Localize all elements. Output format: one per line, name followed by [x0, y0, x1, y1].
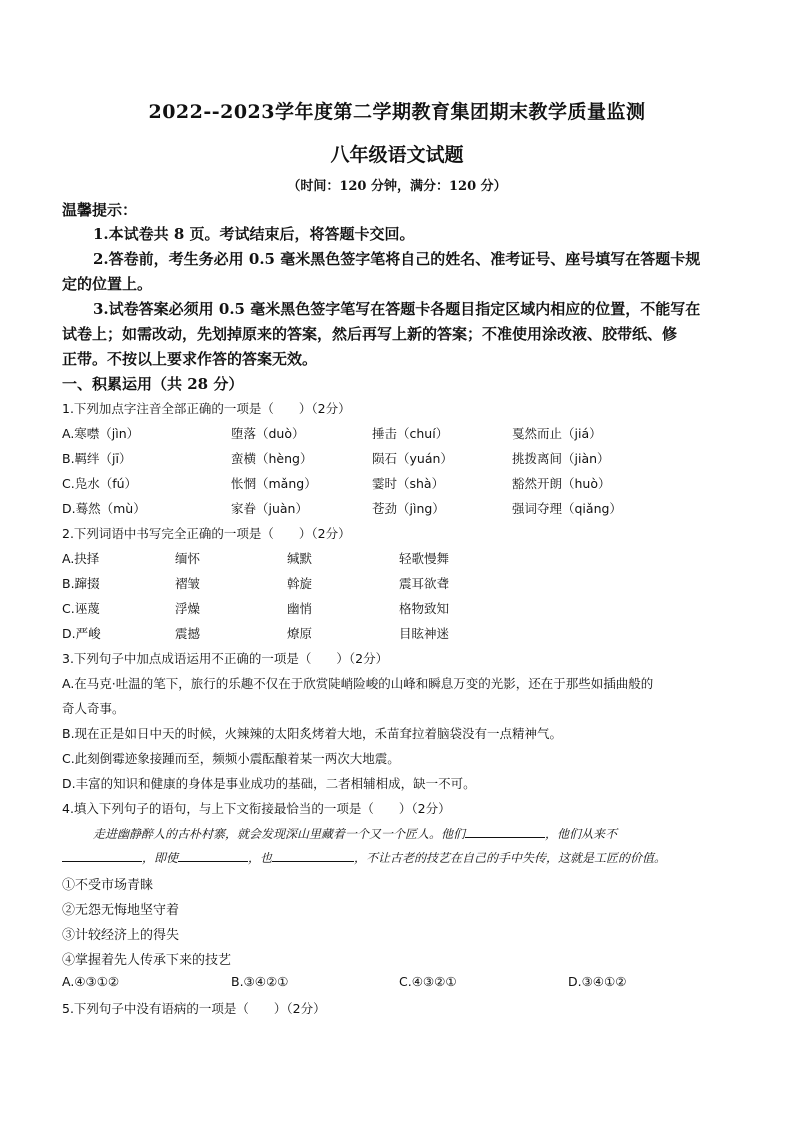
q4-option: D.③④①② — [568, 974, 627, 989]
q1-option-cell: 捶击（chuí） — [372, 426, 449, 441]
tip-line-2: 2.答卷前，考生务必用 0.5 毫米黑色签字笔将自己的姓名、准考证号、座号填写在答题卡规 — [93, 250, 701, 268]
fill-blank — [178, 849, 248, 862]
q4-item: ①不受市场青睐 — [62, 878, 154, 893]
passage-text: ，即使 — [142, 851, 179, 865]
passage-text: 走进幽静醉人的古朴村寨，就会发现深山里藏着一个又一个匠人。他们 — [93, 827, 466, 841]
q1-option-cell: 霎时（shà） — [372, 476, 445, 491]
q1-option-cell: C.凫水（fú） — [62, 476, 138, 491]
q2-option-cell: 震撼 — [175, 626, 201, 641]
q4-item: ②无怨无悔地坚守着 — [62, 903, 180, 918]
fill-blank — [465, 825, 545, 838]
q1-option-cell: 强词夺理（qiǎng） — [512, 501, 622, 516]
q2-stem: 2.下列词语中书写完全正确的一项是（ ）（2分） — [62, 526, 351, 541]
q1-option-cell: 豁然开朗（huò） — [512, 476, 611, 491]
q2-option-cell: C.诬蔑 — [62, 601, 100, 616]
q1-option-cell: 蛮横（hèng） — [231, 451, 313, 466]
q5-stem: 5.下列句子中没有语病的一项是（ ）（2分） — [62, 1001, 326, 1016]
q2-option-cell: 幽悄 — [287, 601, 313, 616]
q4-item: ③计较经济上的得失 — [62, 928, 180, 943]
q2-option-cell: 缅怀 — [175, 551, 201, 566]
passage-text: ，不让古老的技艺在自己的手中失传，这就是工匠的价值。 — [354, 851, 667, 865]
q3-stem: 3.下列句子中加点成语运用不正确的一项是（ ）（2分） — [62, 651, 389, 666]
exam-title: 2022--2023学年度第二学期教育集团期末教学质量监测 — [148, 101, 646, 123]
fill-blank — [62, 849, 142, 862]
tip-line-6: 正带。不按以上要求作答的答案无效。 — [62, 350, 318, 368]
q2-option-cell: 震耳欲聋 — [399, 576, 450, 591]
q2-option-cell: 格物致知 — [399, 601, 450, 616]
tip-line-5: 试卷上；如需改动，先划掉原来的答案，然后再写上新的答案；不准使用涂改液、胶带纸、修 — [62, 325, 678, 343]
q1-option-cell: 挑拨离间（jiàn） — [512, 451, 610, 466]
q3-option-line: A.在马克·吐温的笔下，旅行的乐趣不仅在于欣赏陡峭险峻的山峰和瞬息万变的光影，还在于那些如插曲般的 — [62, 676, 654, 691]
tip-line-1: 1.本试卷共 8 页。考试结束后，将答题卡交回。 — [93, 225, 415, 243]
q4-item: ④掌握着先人传承下来的技艺 — [62, 953, 232, 968]
q2-option-cell: 缄默 — [287, 551, 313, 566]
q2-option-cell: 轻歌慢舞 — [399, 551, 450, 566]
q2-option-cell: 浮燥 — [175, 601, 201, 616]
passage-text: ，也 — [248, 851, 273, 865]
q1-option-cell: 怅惘（mǎng） — [231, 476, 317, 491]
q1-option-cell: B.羁绊（jī） — [62, 451, 132, 466]
q1-option-cell: 戛然而止（jiá） — [512, 426, 602, 441]
q2-option-cell: B.蹿掇 — [62, 576, 100, 591]
q1-option-cell: 家眷（juàn） — [231, 501, 308, 516]
q2-option-cell: 斡旋 — [287, 576, 313, 591]
q4-option: A.④③①② — [62, 974, 120, 989]
q2-option-cell: D.严峻 — [62, 626, 101, 641]
q1-option-cell: 苍劲（jìng） — [372, 501, 445, 516]
tip-line-4: 3.试卷答案必须用 0.5 毫米黑色签字笔写在答题卡各题目指定区域内相应的位置，不能写在 — [93, 300, 701, 318]
q2-option-cell: A.抉择 — [62, 551, 100, 566]
exam-info: （时间：120 分钟，满分：120 分） — [287, 179, 507, 194]
q3-option-line: 奇人奇事。 — [62, 701, 125, 716]
q3-option-line: D.丰富的知识和健康的身体是事业成功的基础，二者相辅相成，缺一不可。 — [62, 776, 476, 791]
q4-passage-line-1 — [93, 825, 617, 842]
exam-subtitle: 八年级语文试题 — [330, 144, 464, 166]
passage-text: ，他们从来不 — [545, 827, 618, 841]
q3-option-line: C.此刻倒霉迹象接踵而至，频频小震酝酿着某一两次大地震。 — [62, 751, 400, 766]
q4-option: B.③④②① — [231, 974, 289, 989]
q3-option-line: B.现在正是如日中天的时候，火辣辣的太阳炙烤着大地，禾苗耷拉着脑袋没有一点精神气。 — [62, 726, 563, 741]
fill-blank — [272, 849, 354, 862]
q4-option: C.④③②① — [399, 974, 457, 989]
q1-option-cell: A.寒噤（jìn） — [62, 426, 140, 441]
q4-passage-line-2 — [62, 849, 666, 866]
q4-stem: 4.填入下列句子的语句，与上下文衔接最恰当的一项是（ ）（2分） — [62, 801, 451, 816]
tips-heading: 温馨提示： — [62, 201, 138, 219]
q1-option-cell: 陨石（yuán） — [372, 451, 453, 466]
tip-line-3: 定的位置上。 — [62, 275, 153, 293]
q1-option-cell: 堕落（duò） — [231, 426, 305, 441]
q1-option-cell: D.蓦然（mù） — [62, 501, 146, 516]
q2-option-cell: 燎原 — [287, 626, 313, 641]
section-heading: 一、积累运用（共 28 分） — [62, 375, 244, 393]
q2-option-cell: 褶皱 — [175, 576, 201, 591]
q2-option-cell: 目眩神迷 — [399, 626, 450, 641]
q1-stem: 1.下列加点字注音全部正确的一项是（ ）（2分） — [62, 401, 351, 416]
